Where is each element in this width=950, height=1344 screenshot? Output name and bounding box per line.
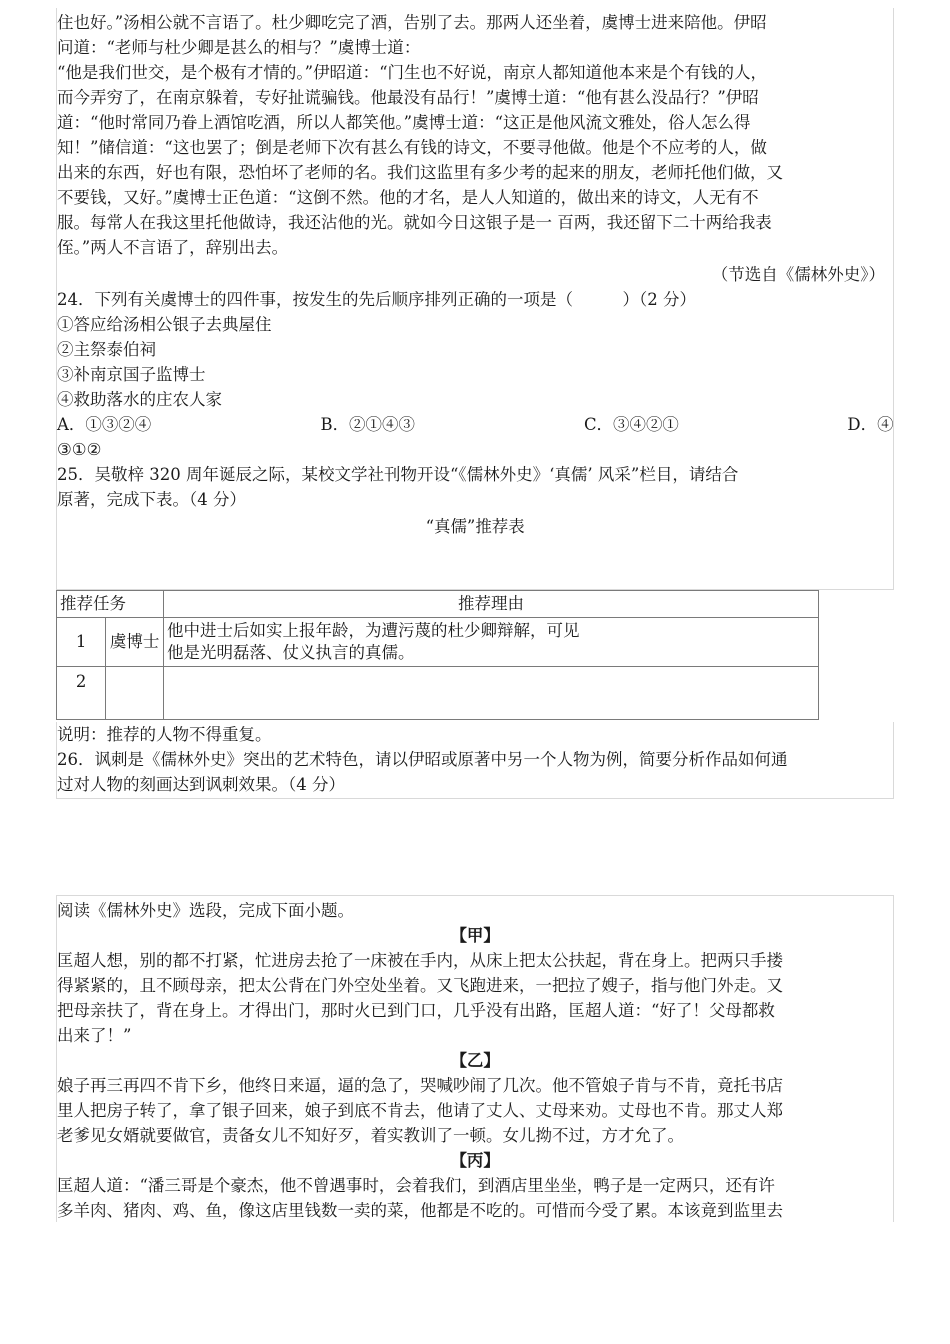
reason-line: 他中进士后如实上报年龄，为遭污蔑的杜少卿辩解，可见 <box>167 621 580 640</box>
passage-line: 服。每常人在我这里托他做诗，我还沾他的光。就如今日这银子是一 百两，我还留下二十两给我表 <box>57 213 772 232</box>
reading-block <box>56 895 894 1222</box>
section-line: 多羊肉、猪肉、鸡、鱼，像这店里钱数一卖的菜，他都是不吃的。可惜而今受了累。本该竟到监里去 <box>57 1201 783 1220</box>
table-title: “真儒”推荐表 <box>425 517 525 536</box>
section-line: 老爹见女婿就要做官，责备女儿不知好歹，着实教训了一顿。女儿拗不过，方才允了。 <box>57 1126 684 1145</box>
row-reason-blank[interactable] <box>164 667 819 720</box>
reading-intro: 阅读《儒林外史》选段，完成下面小题。 <box>57 901 354 920</box>
q24-option-c[interactable]: C．③④②① <box>583 415 679 434</box>
q24-event-4: ④救助落水的庄农人家 <box>57 390 222 409</box>
section-line: 娘子再三再四不肯下乡，他终日来逼，逼的急了，哭喊吵闹了几次。他不管娘子肯与不肯，竟托书店 <box>57 1076 783 1095</box>
note-block <box>56 722 894 799</box>
question-24-stem: 24．下列有关虞博士的四件事，按发生的先后顺序排列正确的一项是（ ）（2 分） <box>57 290 696 309</box>
passage-line: 侄。”两人不言语了，辞别出去。 <box>57 238 289 257</box>
table-note: 说明：推荐的人物不得重复。 <box>57 725 272 744</box>
passage-line: 住也好。”汤相公就不言语了。杜少卿吃完了酒，告别了去。那两人还坐着，虞博士进来陪他。伊昭 <box>57 13 767 32</box>
row-person-blank[interactable] <box>106 667 164 720</box>
recommendation-table <box>56 590 819 720</box>
section-line: 匡超人道：“潘三哥是个豪杰，他不曾遇事时，会着我们，到酒店里坐坐，鸭子是一定两只，还有许 <box>57 1176 775 1195</box>
q24-option-b[interactable]: B．②①④③ <box>320 415 415 434</box>
table-header-row <box>57 591 819 618</box>
q24-event-2: ②主祭泰伯祠 <box>57 340 156 359</box>
passage-line: 问道：“老师与杜少卿是甚么的相与？”虞博士道： <box>57 38 421 57</box>
question-25-stem: 原著，完成下表。（4 分） <box>57 490 246 509</box>
reason-line: 他是光明磊落、仗义执言的真儒。 <box>167 643 415 662</box>
passage-line: “他是我们世交，是个极有才情的。”伊昭道：“门生也不好说，南京人都知道他本来是个有钱的人， <box>57 63 768 82</box>
section-line: 里人把房子转了，拿了银子回来，娘子到底不肯去，他请了丈人、丈母来劝。丈母也不肯。那丈人郑 <box>57 1101 783 1120</box>
section-label-yi: 【乙】 <box>450 1051 500 1070</box>
q24-option-a[interactable]: A．①③②④ <box>57 415 152 434</box>
section-label-bing: 【丙】 <box>450 1151 500 1170</box>
question-26-stem: 过对人物的刻画达到讽刺效果。（4 分） <box>57 775 345 794</box>
passage-source: （节选自《儒林外史》） <box>711 265 885 284</box>
q24-event-1: ①答应给汤相公银子去典屋住 <box>57 315 272 334</box>
section-line: 出来了！” <box>57 1026 132 1045</box>
row-number: 2 <box>57 667 106 720</box>
table-row <box>57 667 819 720</box>
header-reason: 推荐理由 <box>164 591 819 618</box>
section-line: 把母亲扶了，背在身上。才得出门，那时火已到门口，几乎没有出路，匡超人道：“好了！父母都救 <box>57 1001 775 1020</box>
passage-line: 知！”储信道：“这也罢了；倒是老师下次有甚么有钱的诗文，不要寻他做。他是个不应考的人，做 <box>57 138 767 157</box>
header-task: 推荐任务 <box>57 591 164 618</box>
question-25-stem: 25．吴敬梓 320 周年诞辰之际，某校文学社刊物开设“《儒林外史》‘真儒’ 风采”栏目，请结合 <box>57 465 739 484</box>
section-line: 匡超人想，别的都不打紧，忙进房去抢了一床被在手内，从床上把太公扶起，背在身上。把两只手搂 <box>57 951 783 970</box>
table-row <box>57 618 819 667</box>
q24-event-3: ③补南京国子监博士 <box>57 365 206 384</box>
passage-line: 出来的东西，好也有限，恐怕坏了老师的名。我们这监里有多少考的起来的朋友，老师托他们做，又 <box>57 163 783 182</box>
passage-block <box>56 8 894 590</box>
section-label-jia: 【甲】 <box>450 926 500 945</box>
row-reason <box>164 618 819 667</box>
section-line: 得紧紧的，且不顾母亲，把太公背在门外空处坐着。又飞跑进来，一把拉了嫂子，指与他门外走。又 <box>57 976 783 995</box>
passage-line: 不要钱，又好。”虞博士正色道：“这倒不然。他的才名，是人人知道的，做出来的诗文，人无有不 <box>57 188 759 207</box>
question-26-stem: 26．讽刺是《儒林外史》突出的艺术特色，请以伊昭或原著中另一个人物为例，简要分析作品如何通 <box>57 750 788 769</box>
passage-line: 而今弄穷了，在南京躲着，专好扯谎骗钱。他最没有品行！”虞博士道：“他有甚么没品行？”伊昭 <box>57 88 759 107</box>
row-number: 1 <box>57 618 106 667</box>
passage-line: 道：“他时常同乃眷上酒馆吃酒，所以人都笑他。”虞博士道：“这正是他风流文雅处，俗人怎么得 <box>57 113 751 132</box>
q24-option-d[interactable]: D．④ <box>847 415 894 434</box>
q24-option-d-continued: ③①② <box>57 440 102 459</box>
row-person: 虞博士 <box>106 618 164 667</box>
